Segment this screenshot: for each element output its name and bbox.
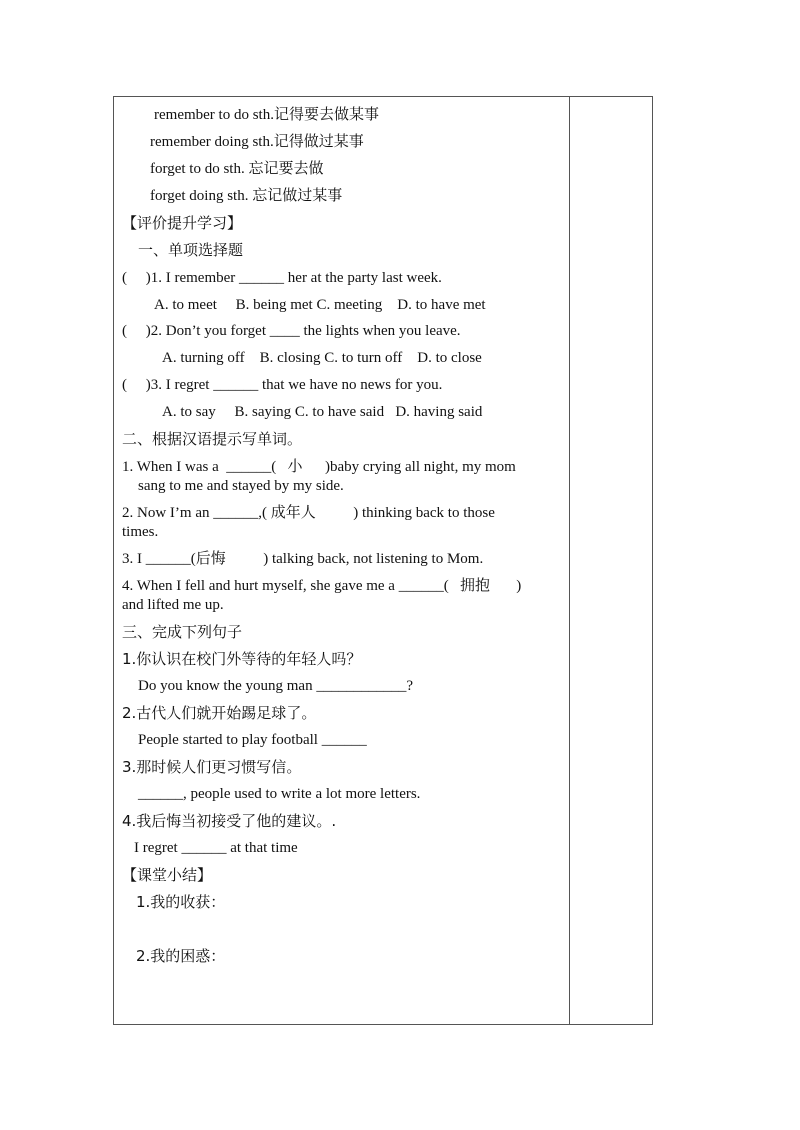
word-item-1-line1: 1. When I was a ______( 小 )baby crying all night, my mom (122, 459, 516, 475)
note-remember-to-do: remember to do sth.记得要去做某事 (154, 107, 379, 123)
sentence-2-english: People started to play football ______ (138, 732, 367, 748)
word-item-2-line2: times. (122, 524, 159, 540)
summary-heading: 【课堂小结】 (122, 866, 213, 884)
note-forget-doing: forget doing sth. 忘记做过某事 (150, 188, 343, 204)
question-2-options: A. turning off B. closing C. to turn off D. to close (162, 350, 482, 366)
sentence-4-english: I regret ______ at that time (134, 840, 298, 856)
word-item-3: 3. I ______(后悔 ) talking back, not listening to Mom. (122, 551, 484, 567)
sentence-4-chinese: 4.我后悔当初接受了他的建议。. (122, 812, 337, 830)
sentence-1-english: Do you know the young man ____________? (138, 678, 413, 694)
question-3-stem: ( )3. I regret ______ that we have no news for you. (122, 377, 443, 393)
word-item-4-line1: 4. When I fell and hurt myself, she gave me a ______( 拥抱 ) (122, 578, 522, 594)
question-3-options: A. to say B. saying C. to have said D. having said (162, 404, 483, 420)
sentence-2-chinese: 2.古代人们就开始踢足球了。 (122, 704, 317, 722)
sentence-1-chinese: 1.你认识在校门外等待的年轻人吗？ (122, 650, 362, 668)
word-item-4-line2: and lifted me up. (122, 597, 224, 613)
section-eval-heading: 【评价提升学习】 (122, 214, 243, 232)
notes-cell (570, 97, 652, 1024)
sentence-3-chinese: 3.那时候人们更习惯写信。 (122, 758, 302, 776)
worksheet-table (113, 96, 653, 1025)
part1-title: 一、单项选择题 (138, 241, 244, 259)
question-2-stem: ( )2. Don’t you forget ____ the lights when you leave. (122, 323, 461, 339)
main-cell (114, 97, 569, 1024)
part2-title: 二、根据汉语提示写单词。 (122, 430, 303, 448)
note-remember-doing: remember doing sth.记得做过某事 (150, 134, 364, 150)
word-item-1-line2: sang to me and stayed by my side. (138, 478, 344, 494)
summary-confusion-label: 2.我的困惑： (136, 947, 226, 965)
sentence-3-english: ______, people used to write a lot more letters. (138, 786, 421, 802)
word-item-2-line1: 2. Now I’m an ______,( 成年人 ) thinking back to those (122, 505, 495, 521)
note-forget-to-do: forget to do sth. 忘记要去做 (150, 161, 324, 177)
part3-title: 三、完成下列句子 (122, 623, 243, 641)
question-1-stem: ( )1. I remember ______ her at the party last week. (122, 270, 442, 286)
question-1-options: A. to meet B. being met C. meeting D. to have met (154, 297, 486, 313)
summary-gain-label: 1.我的收获： (136, 893, 226, 911)
